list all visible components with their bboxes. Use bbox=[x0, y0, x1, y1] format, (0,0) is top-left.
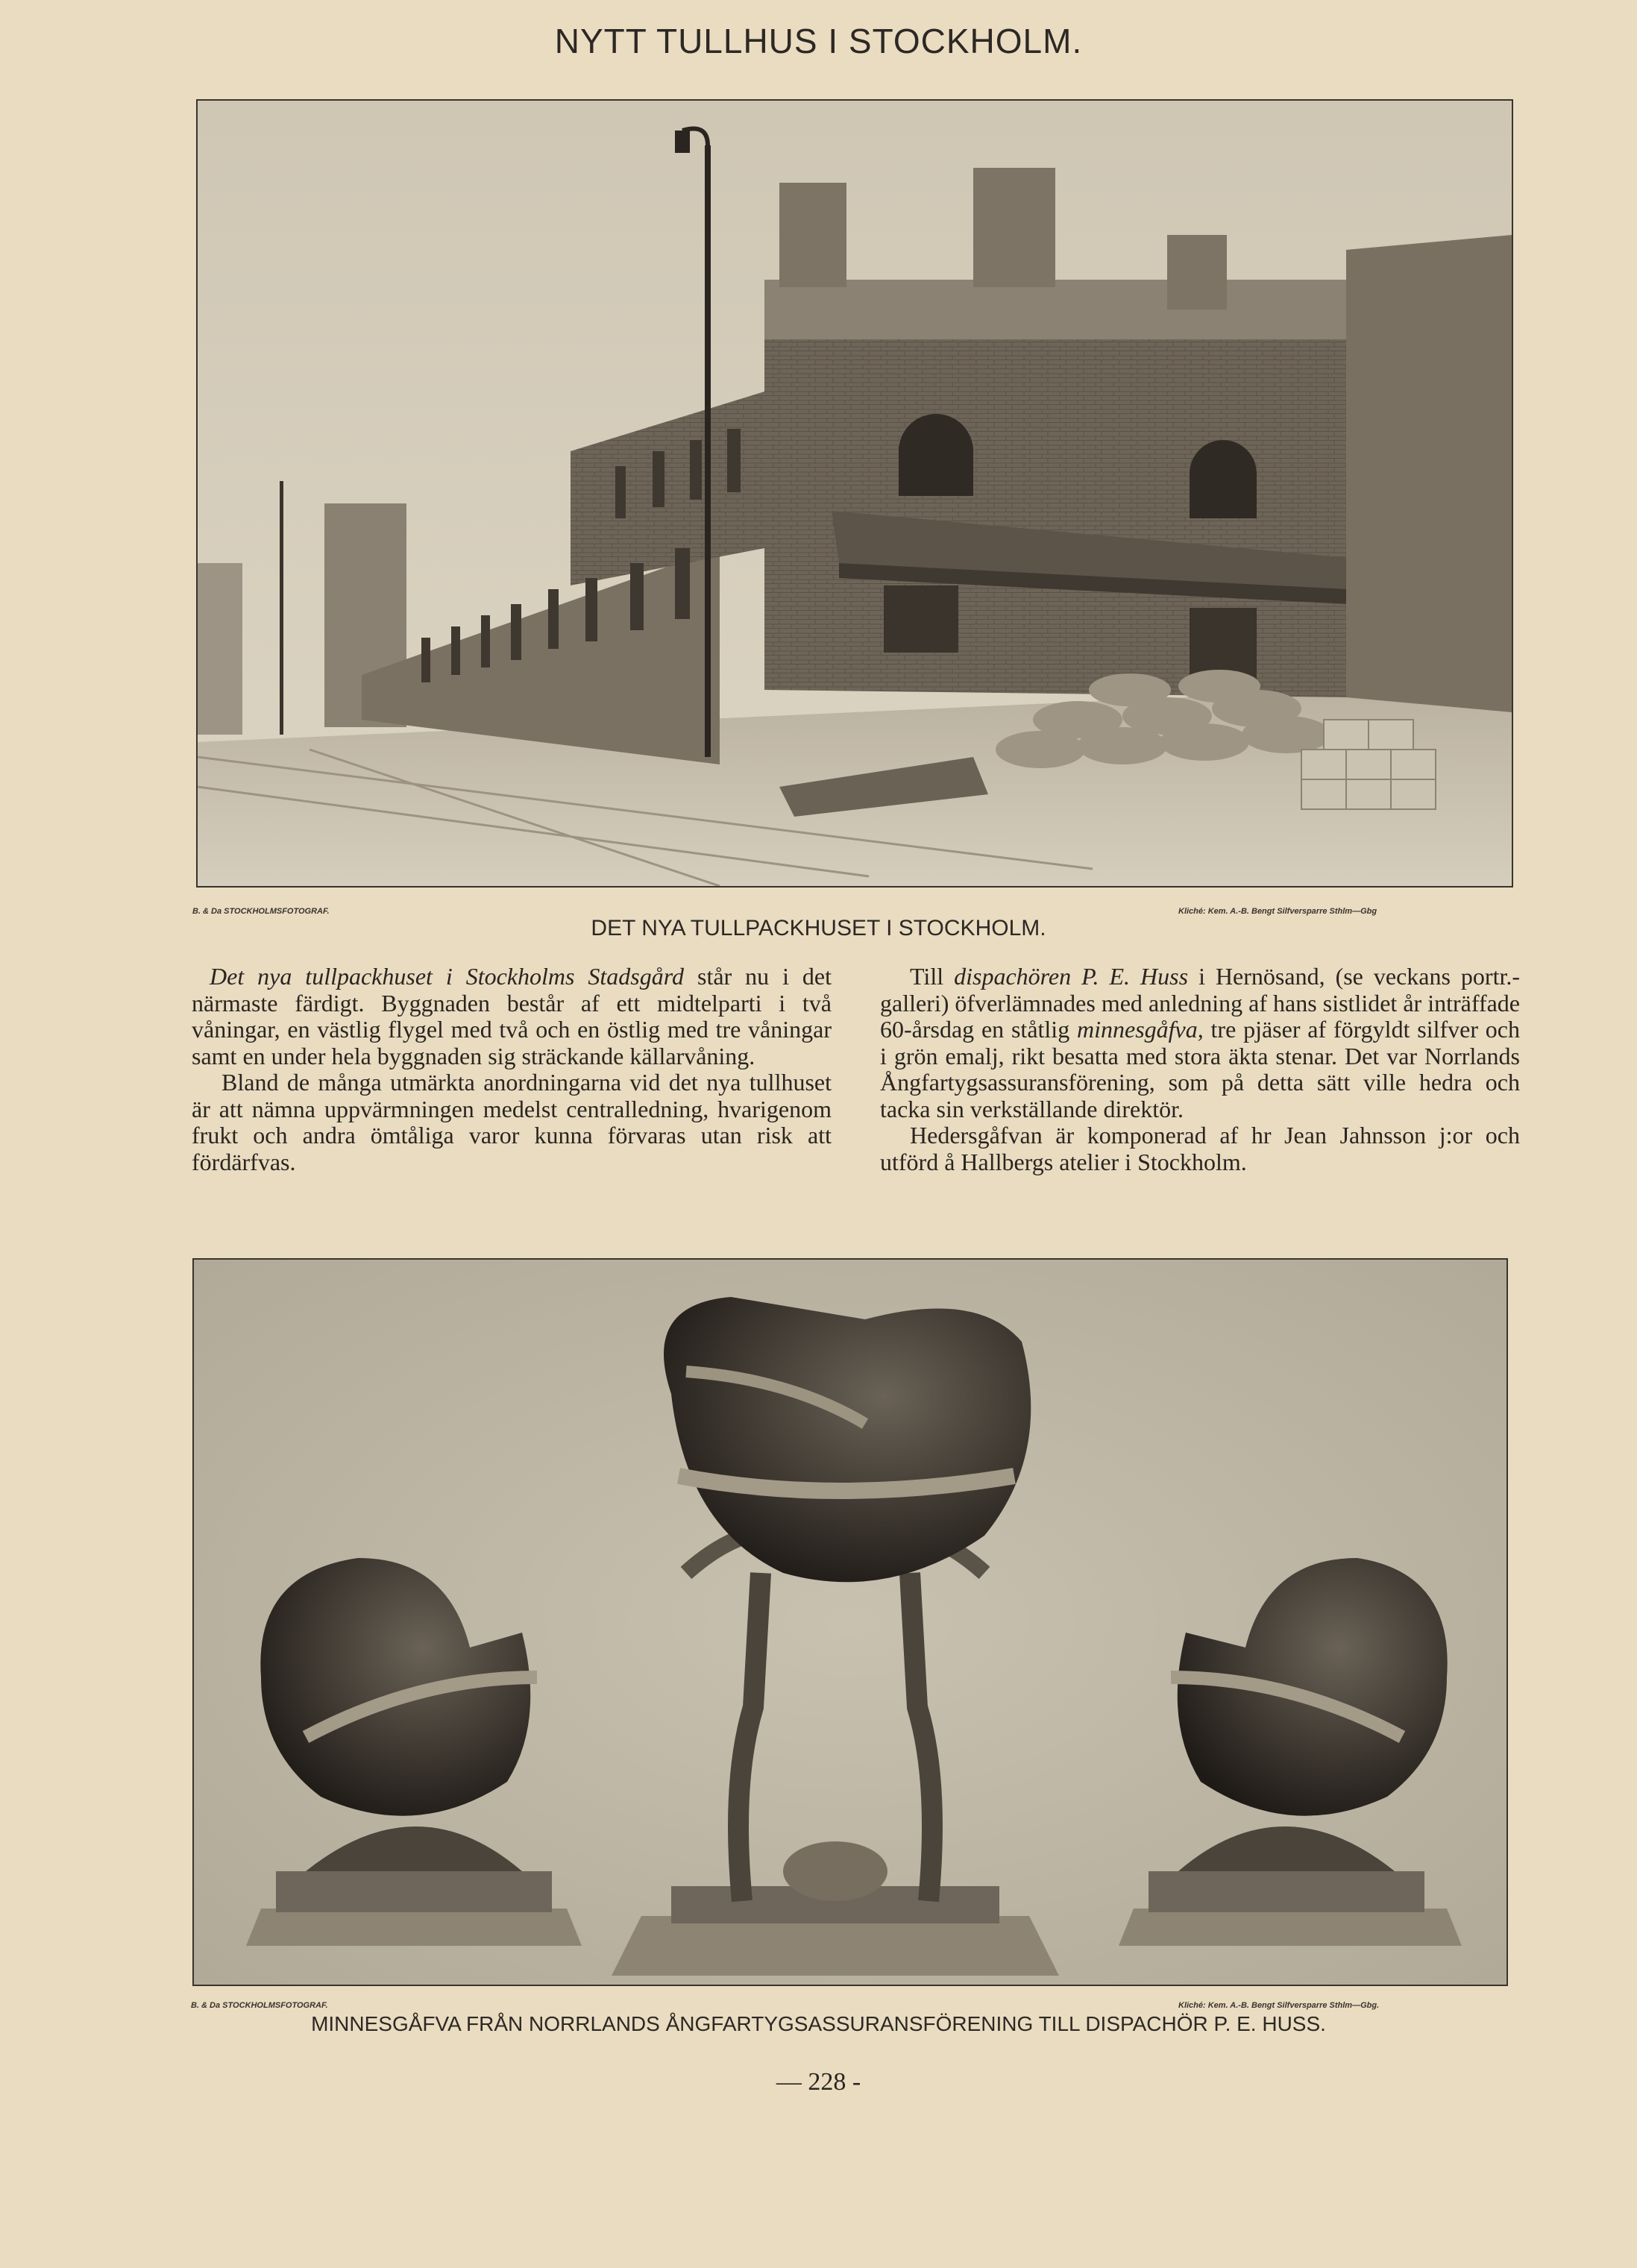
article-right-paragraph-2: Hedersgåfvan är komponerad af hr Jean Jahnsson j:or och utförd å Hallbergs atelier i Stockholm. bbox=[880, 1122, 1520, 1175]
text-run-italic: minnesgåfva, bbox=[1076, 1016, 1204, 1043]
article-intro: Det nya tullpackhuset i Stockholms Stadsgård bbox=[210, 963, 685, 990]
article-left-text-1: står nu i det närmaste färdigt. Byggnaden består af ett midtelparti i två våningar, en västlig flygel med två och en östlig med tre våningar samt en under hela byggnaden sig sträckande källarvåning. bbox=[192, 963, 832, 1069]
photo-credit-left: B. & Da STOCKHOLMSFOTOGRAF. bbox=[191, 2001, 328, 2010]
photo-caption: MINNESGÅFVA FRÅN NORRLANDS ÅNGFARTYGSASSURANSFÖRENING TILL DISPACHÖR P. E. HUSS. bbox=[311, 2012, 1326, 2035]
article-right-paragraph-1 bbox=[880, 964, 1520, 1122]
photo-caption: DET NYA TULLPACKHUSET I STOCKHOLM. bbox=[591, 916, 1046, 940]
text-run: Till bbox=[910, 963, 955, 990]
text-run: tre pjäser af förgyldt silfver och i grön emalj, rikt besatta med stora äkta stenar. Det var Norrlands Ångfartygsassuransförening, som på detta sätt ville hedra och tacka sin verkställande direktör. bbox=[880, 1016, 1520, 1122]
article-right bbox=[880, 964, 1520, 1175]
page-number: — 228 - bbox=[776, 2068, 861, 2096]
page-title: NYTT TULLHUS I STOCKHOLM. bbox=[554, 22, 1083, 60]
photo-credit-right: Kliché: Kem. A.-B. Bengt Silfversparre Sthlm—Gbg bbox=[1178, 907, 1377, 916]
article-left-paragraph-2: Bland de många utmärkta anordningarna vid det nya tullhuset är att nämna uppvärmningen medelst centralledning, hvarigenom frukt och andra ömtåliga varor kunna förvaras utan risk att fördärfvas. bbox=[192, 1069, 832, 1175]
photo-credit-left: B. & Da STOCKHOLMSFOTOGRAF. bbox=[192, 907, 330, 916]
memorial-gift-photo bbox=[192, 1258, 1508, 1986]
customs-house-photo bbox=[196, 99, 1513, 888]
photo-credit-right: Kliché: Kem. A.-B. Bengt Silfversparre Sthlm—Gbg. bbox=[1178, 2001, 1380, 2010]
article-left bbox=[192, 964, 832, 1175]
article-left-paragraph-1 bbox=[192, 964, 832, 1069]
text-run-italic: dispachören P. E. Huss bbox=[954, 963, 1189, 990]
text-run: i Hernösand, (se veckans portr.-galleri) öfverlämnades med anledning af hans sistlidet år inträffade 60-årsdag en ståtlig bbox=[880, 963, 1521, 1043]
